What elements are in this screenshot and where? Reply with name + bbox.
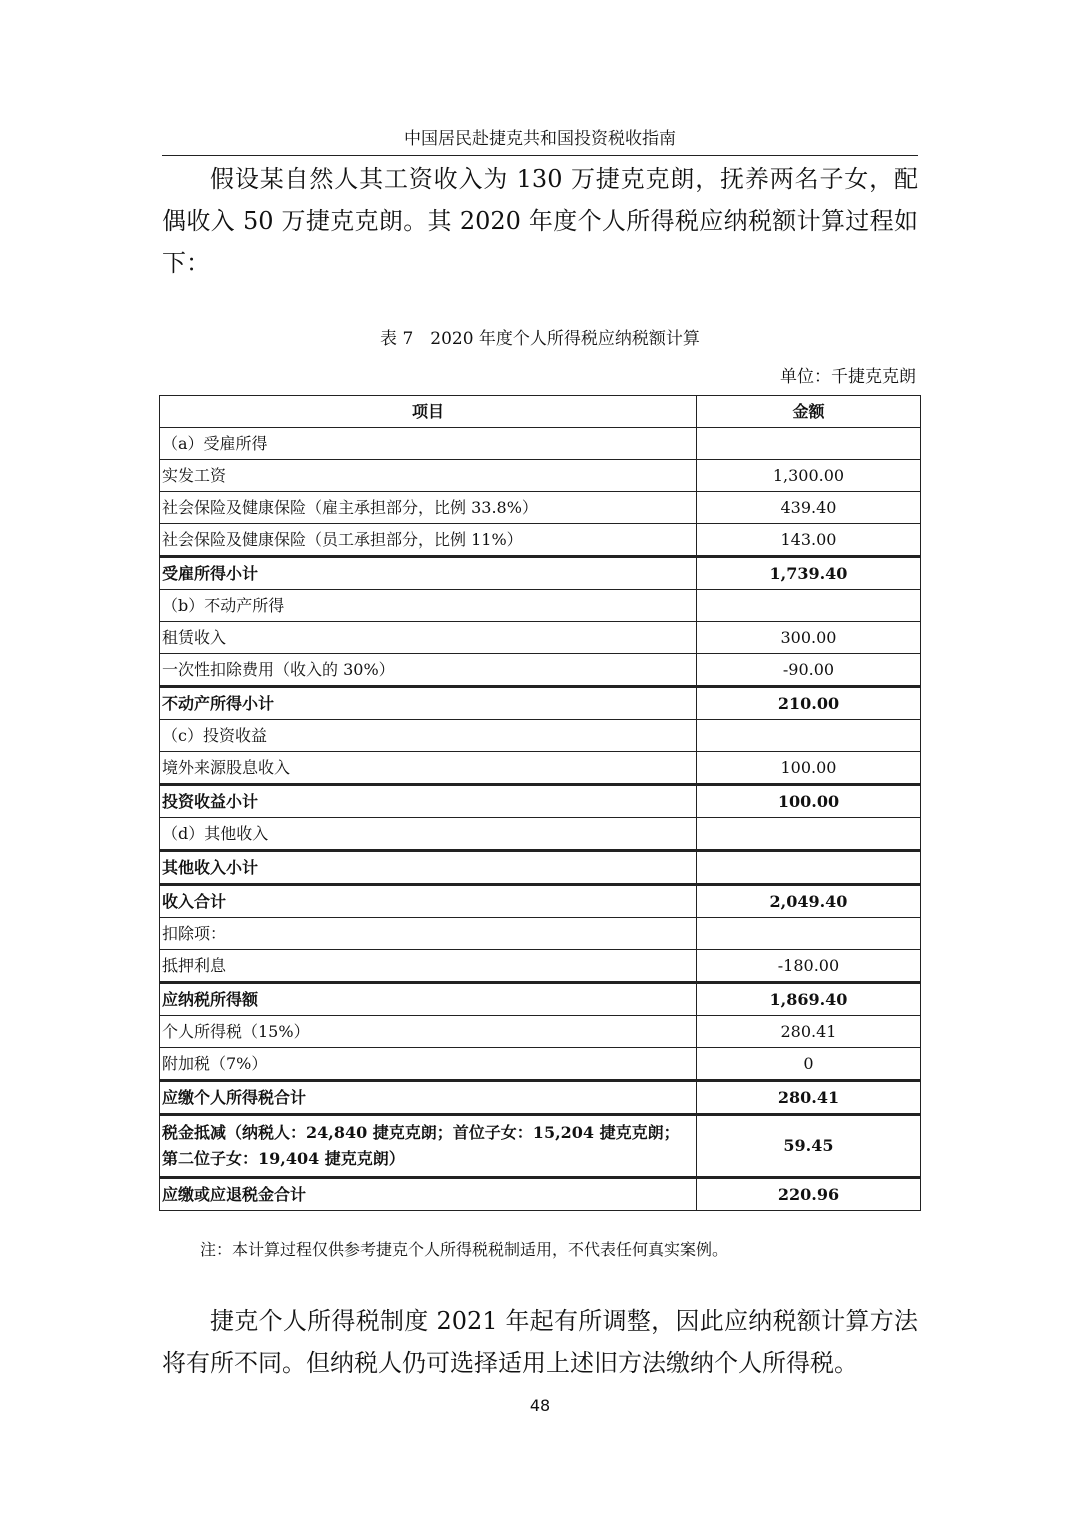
- row-item-label: 应缴或应退税金合计: [160, 1178, 697, 1211]
- row-item-label: 抵押利息: [160, 950, 697, 983]
- row-amount: [696, 428, 920, 460]
- table-row: [160, 851, 921, 885]
- table-body: [160, 428, 921, 1211]
- row-item-label: 其他收入小计: [160, 851, 697, 885]
- row-amount: [696, 918, 920, 950]
- row-item-label: 受雇所得小计: [160, 557, 697, 590]
- row-amount: 0: [696, 1048, 920, 1081]
- table-row: [160, 492, 921, 524]
- column-header-amount: 金额: [696, 396, 920, 428]
- table-row: [160, 557, 921, 590]
- table-row: [160, 1048, 921, 1081]
- table-unit: 单位：千捷克克朗: [780, 367, 916, 387]
- table-row: [160, 428, 921, 460]
- row-amount: 59.45: [696, 1115, 920, 1178]
- table-row: [160, 590, 921, 622]
- table-row: [160, 622, 921, 654]
- row-item-label: 不动产所得小计: [160, 687, 697, 720]
- table-header-row: [160, 396, 921, 428]
- row-amount: 280.41: [696, 1016, 920, 1048]
- table-row: [160, 885, 921, 918]
- row-item-label: 实发工资: [160, 460, 697, 492]
- row-amount: 1,869.40: [696, 983, 920, 1016]
- row-amount: 100.00: [696, 785, 920, 818]
- row-amount: -180.00: [696, 950, 920, 983]
- row-item-label: （a）受雇所得: [160, 428, 697, 460]
- row-amount: 100.00: [696, 752, 920, 785]
- row-item-label: 扣除项：: [160, 918, 697, 950]
- row-amount: 210.00: [696, 687, 920, 720]
- row-amount: 2,049.40: [696, 885, 920, 918]
- table-row: [160, 720, 921, 752]
- table-row: [160, 785, 921, 818]
- table-note: 注：本计算过程仅供参考捷克个人所得税税制适用，不代表任何真实案例。: [200, 1240, 729, 1259]
- row-item-label: 投资收益小计: [160, 785, 697, 818]
- table-row: [160, 752, 921, 785]
- row-amount: 439.40: [696, 492, 920, 524]
- row-item-label: （b）不动产所得: [160, 590, 697, 622]
- page-number: 48: [529, 1396, 551, 1415]
- table-row: [160, 950, 921, 983]
- row-item-label: 附加税（7%）: [160, 1048, 697, 1081]
- row-amount: -90.00: [696, 654, 920, 687]
- table-row: [160, 983, 921, 1016]
- row-amount: [696, 818, 920, 851]
- row-item-label: 个人所得税（15%）: [160, 1016, 697, 1048]
- table-row: [160, 918, 921, 950]
- table-row: [160, 524, 921, 557]
- row-item-label: 社会保险及健康保险（雇主承担部分，比例 33.8%）: [160, 492, 697, 524]
- table-row: [160, 818, 921, 851]
- row-amount: 220.96: [696, 1178, 920, 1211]
- row-amount: [696, 590, 920, 622]
- row-item-label: 应缴个人所得税合计: [160, 1081, 697, 1115]
- row-amount: 300.00: [696, 622, 920, 654]
- row-item-label: （c）投资收益: [160, 720, 697, 752]
- column-header-item: 项目: [160, 396, 697, 428]
- tax-calculation-table: [159, 395, 921, 1211]
- row-item-label: 税金抵减（纳税人：24,840 捷克克朗；首位子女：15,204 捷克克朗；第二位子女：19,404 捷克克朗）: [160, 1115, 697, 1178]
- table-row: [160, 1178, 921, 1211]
- row-item-label: 社会保险及健康保险（员工承担部分，比例 11%）: [160, 524, 697, 557]
- table-row: [160, 687, 921, 720]
- table-caption: 表 7 2020 年度个人所得税应纳税额计算: [380, 329, 700, 349]
- table-row: [160, 1081, 921, 1115]
- row-amount: [696, 720, 920, 752]
- row-item-label: （d）其他收入: [160, 818, 697, 851]
- row-amount: 1,739.40: [696, 557, 920, 590]
- row-item-label: 境外来源股息收入: [160, 752, 697, 785]
- row-amount: 1,300.00: [696, 460, 920, 492]
- row-item-label: 租赁收入: [160, 622, 697, 654]
- row-amount: [696, 851, 920, 885]
- table-row: [160, 1016, 921, 1048]
- row-item-label: 应纳税所得额: [160, 983, 697, 1016]
- table-row: [160, 1115, 921, 1178]
- table-row: [160, 460, 921, 492]
- intro-paragraph: 假设某自然人其工资收入为 130 万捷克克朗，抚养两名子女，配偶收入 50 万捷克克朗。其 2020 年度个人所得税应纳税额计算过程如下：: [162, 165, 918, 277]
- running-header: 中国居民赴捷克共和国投资税收指南: [404, 129, 676, 149]
- closing-paragraph: 捷克个人所得税制度 2021 年起有所调整，因此应纳税额计算方法将有所不同。但纳税人仍可选择适用上述旧方法缴纳个人所得税。: [162, 1307, 918, 1377]
- row-item-label: 收入合计: [160, 885, 697, 918]
- table-row: [160, 654, 921, 687]
- row-amount: 280.41: [696, 1081, 920, 1115]
- row-amount: 143.00: [696, 524, 920, 557]
- row-item-label: 一次性扣除费用（收入的 30%）: [160, 654, 697, 687]
- header-rule: [162, 155, 918, 156]
